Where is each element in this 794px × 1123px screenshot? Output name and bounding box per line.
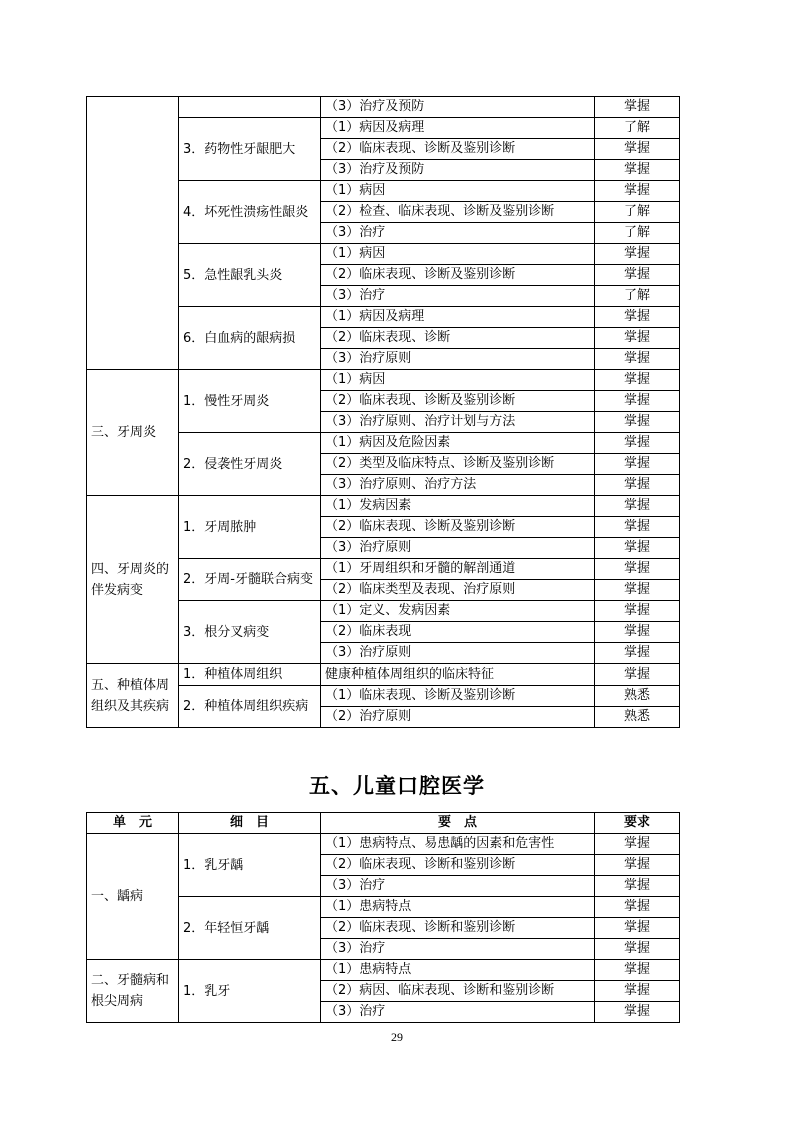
table-header-row	[87, 813, 680, 834]
item-cell: 6．白血病的龈病损	[179, 307, 321, 370]
header-item: 细 目	[179, 813, 321, 834]
requirement-cell: 掌握	[595, 454, 680, 475]
requirement-cell: 掌握	[595, 876, 680, 897]
point-cell: （1）病因	[321, 181, 595, 202]
requirement-cell: 掌握	[595, 160, 680, 181]
point-cell: （2）临床表现、诊断及鉴别诊断	[321, 139, 595, 160]
point-cell: （3）治疗原则、治疗计划与方法	[321, 412, 595, 433]
point-cell: （3）治疗原则	[321, 349, 595, 370]
unit-cell: 五、种植体周组织及其疾病	[87, 664, 179, 728]
item-cell: 3．根分叉病变	[179, 601, 321, 664]
point-cell: （3）治疗原则	[321, 538, 595, 559]
requirement-cell: 掌握	[595, 181, 680, 202]
table-row	[87, 370, 680, 391]
point-cell: （1）病因及危险因素	[321, 433, 595, 454]
table-row	[87, 496, 680, 517]
point-cell: （2）治疗原则	[321, 707, 595, 728]
table-row	[87, 960, 680, 981]
syllabus-table-continued	[86, 96, 680, 728]
requirement-cell: 掌握	[595, 391, 680, 412]
point-cell: （2）病因、临床表现、诊断和鉴别诊断	[321, 981, 595, 1002]
point-cell: （1）定义、发病因素	[321, 601, 595, 622]
item-cell: 1．种植体周组织	[179, 664, 321, 686]
unit-cell	[87, 97, 179, 370]
requirement-cell: 掌握	[595, 664, 680, 686]
requirement-cell: 掌握	[595, 349, 680, 370]
requirement-cell: 掌握	[595, 307, 680, 328]
unit-cell: 一、龋病	[87, 834, 179, 960]
point-cell: （1）发病因素	[321, 496, 595, 517]
table-row	[87, 834, 680, 855]
item-cell: 2．年轻恒牙龋	[179, 897, 321, 960]
point-cell: （1）临床表现、诊断及鉴别诊断	[321, 686, 595, 707]
item-cell: 2．侵袭性牙周炎	[179, 433, 321, 496]
requirement-cell: 掌握	[595, 960, 680, 981]
requirement-cell: 掌握	[595, 244, 680, 265]
requirement-cell: 掌握	[595, 580, 680, 601]
item-cell: 2．种植体周组织疾病	[179, 686, 321, 728]
point-cell: （2）检查、临床表现、诊断及鉴别诊断	[321, 202, 595, 223]
requirement-cell: 掌握	[595, 601, 680, 622]
item-cell: 5．急性龈乳头炎	[179, 244, 321, 307]
requirement-cell: 掌握	[595, 1002, 680, 1023]
requirement-cell: 了解	[595, 118, 680, 139]
point-cell: 健康种植体周组织的临床特征	[321, 664, 595, 686]
point-cell: （1）病因	[321, 244, 595, 265]
point-cell: （1）病因	[321, 370, 595, 391]
requirement-cell: 掌握	[595, 433, 680, 454]
point-cell: （2）临床表现、诊断	[321, 328, 595, 349]
item-cell: 1．牙周脓肿	[179, 496, 321, 559]
item-cell: 1．乳牙	[179, 960, 321, 1023]
point-cell: （3）治疗	[321, 223, 595, 244]
point-cell: （1）患病特点、易患龋的因素和危害性	[321, 834, 595, 855]
pediatric-dentistry-table	[86, 812, 680, 1023]
requirement-cell: 掌握	[595, 538, 680, 559]
requirement-cell: 掌握	[595, 834, 680, 855]
point-cell: （1）病因及病理	[321, 118, 595, 139]
item-cell: 3．药物性牙龈肥大	[179, 118, 321, 181]
point-cell: （2）临床表现、诊断和鉴别诊断	[321, 855, 595, 876]
requirement-cell: 掌握	[595, 412, 680, 433]
unit-cell: 四、牙周炎的伴发病变	[87, 496, 179, 664]
requirement-cell: 掌握	[595, 328, 680, 349]
item-cell: 4．坏死性溃疡性龈炎	[179, 181, 321, 244]
requirement-cell: 掌握	[595, 918, 680, 939]
requirement-cell: 掌握	[595, 139, 680, 160]
point-cell: （2）临床类型及表现、治疗原则	[321, 580, 595, 601]
point-cell: （2）类型及临床特点、诊断及鉴别诊断	[321, 454, 595, 475]
requirement-cell: 掌握	[595, 496, 680, 517]
requirement-cell: 熟悉	[595, 707, 680, 728]
requirement-cell: 掌握	[595, 475, 680, 496]
point-cell: （1）患病特点	[321, 960, 595, 981]
point-cell: （3）治疗	[321, 876, 595, 897]
header-requirement: 要求	[595, 813, 680, 834]
item-cell: 2．牙周-牙髓联合病变	[179, 559, 321, 601]
requirement-cell: 掌握	[595, 855, 680, 876]
point-cell: （3）治疗原则、治疗方法	[321, 475, 595, 496]
header-unit: 单 元	[87, 813, 179, 834]
point-cell: （2）临床表现、诊断及鉴别诊断	[321, 517, 595, 538]
requirement-cell: 掌握	[595, 939, 680, 960]
requirement-cell: 掌握	[595, 981, 680, 1002]
table-row	[87, 664, 680, 686]
point-cell: （2）临床表现、诊断和鉴别诊断	[321, 918, 595, 939]
point-cell: （2）临床表现、诊断及鉴别诊断	[321, 391, 595, 412]
requirement-cell: 掌握	[595, 897, 680, 918]
unit-cell: 三、牙周炎	[87, 370, 179, 496]
unit-cell: 二、牙髓病和根尖周病	[87, 960, 179, 1023]
point-cell: （3）治疗及预防	[321, 160, 595, 181]
requirement-cell: 掌握	[595, 265, 680, 286]
item-cell: 1．乳牙龋	[179, 834, 321, 897]
requirement-cell: 掌握	[595, 559, 680, 580]
section-title: 五、儿童口腔医学	[309, 773, 485, 798]
page-number: 29	[391, 1030, 403, 1044]
requirement-cell: 了解	[595, 286, 680, 307]
item-cell	[179, 97, 321, 118]
point-cell: （3）治疗原则	[321, 643, 595, 664]
requirement-cell: 了解	[595, 223, 680, 244]
item-cell: 1．慢性牙周炎	[179, 370, 321, 433]
point-cell: （2）临床表现	[321, 622, 595, 643]
requirement-cell: 掌握	[595, 622, 680, 643]
header-point: 要 点	[321, 813, 595, 834]
requirement-cell: 掌握	[595, 643, 680, 664]
point-cell: （3）治疗	[321, 1002, 595, 1023]
requirement-cell: 掌握	[595, 97, 680, 118]
point-cell: （3）治疗	[321, 286, 595, 307]
table-row	[87, 97, 680, 118]
point-cell: （2）临床表现、诊断及鉴别诊断	[321, 265, 595, 286]
requirement-cell: 熟悉	[595, 686, 680, 707]
point-cell: （1）患病特点	[321, 897, 595, 918]
point-cell: （1）牙周组织和牙髓的解剖通道	[321, 559, 595, 580]
point-cell: （3）治疗	[321, 939, 595, 960]
requirement-cell: 了解	[595, 202, 680, 223]
requirement-cell: 掌握	[595, 370, 680, 391]
requirement-cell: 掌握	[595, 517, 680, 538]
point-cell: （1）病因及病理	[321, 307, 595, 328]
point-cell: （3）治疗及预防	[321, 97, 595, 118]
